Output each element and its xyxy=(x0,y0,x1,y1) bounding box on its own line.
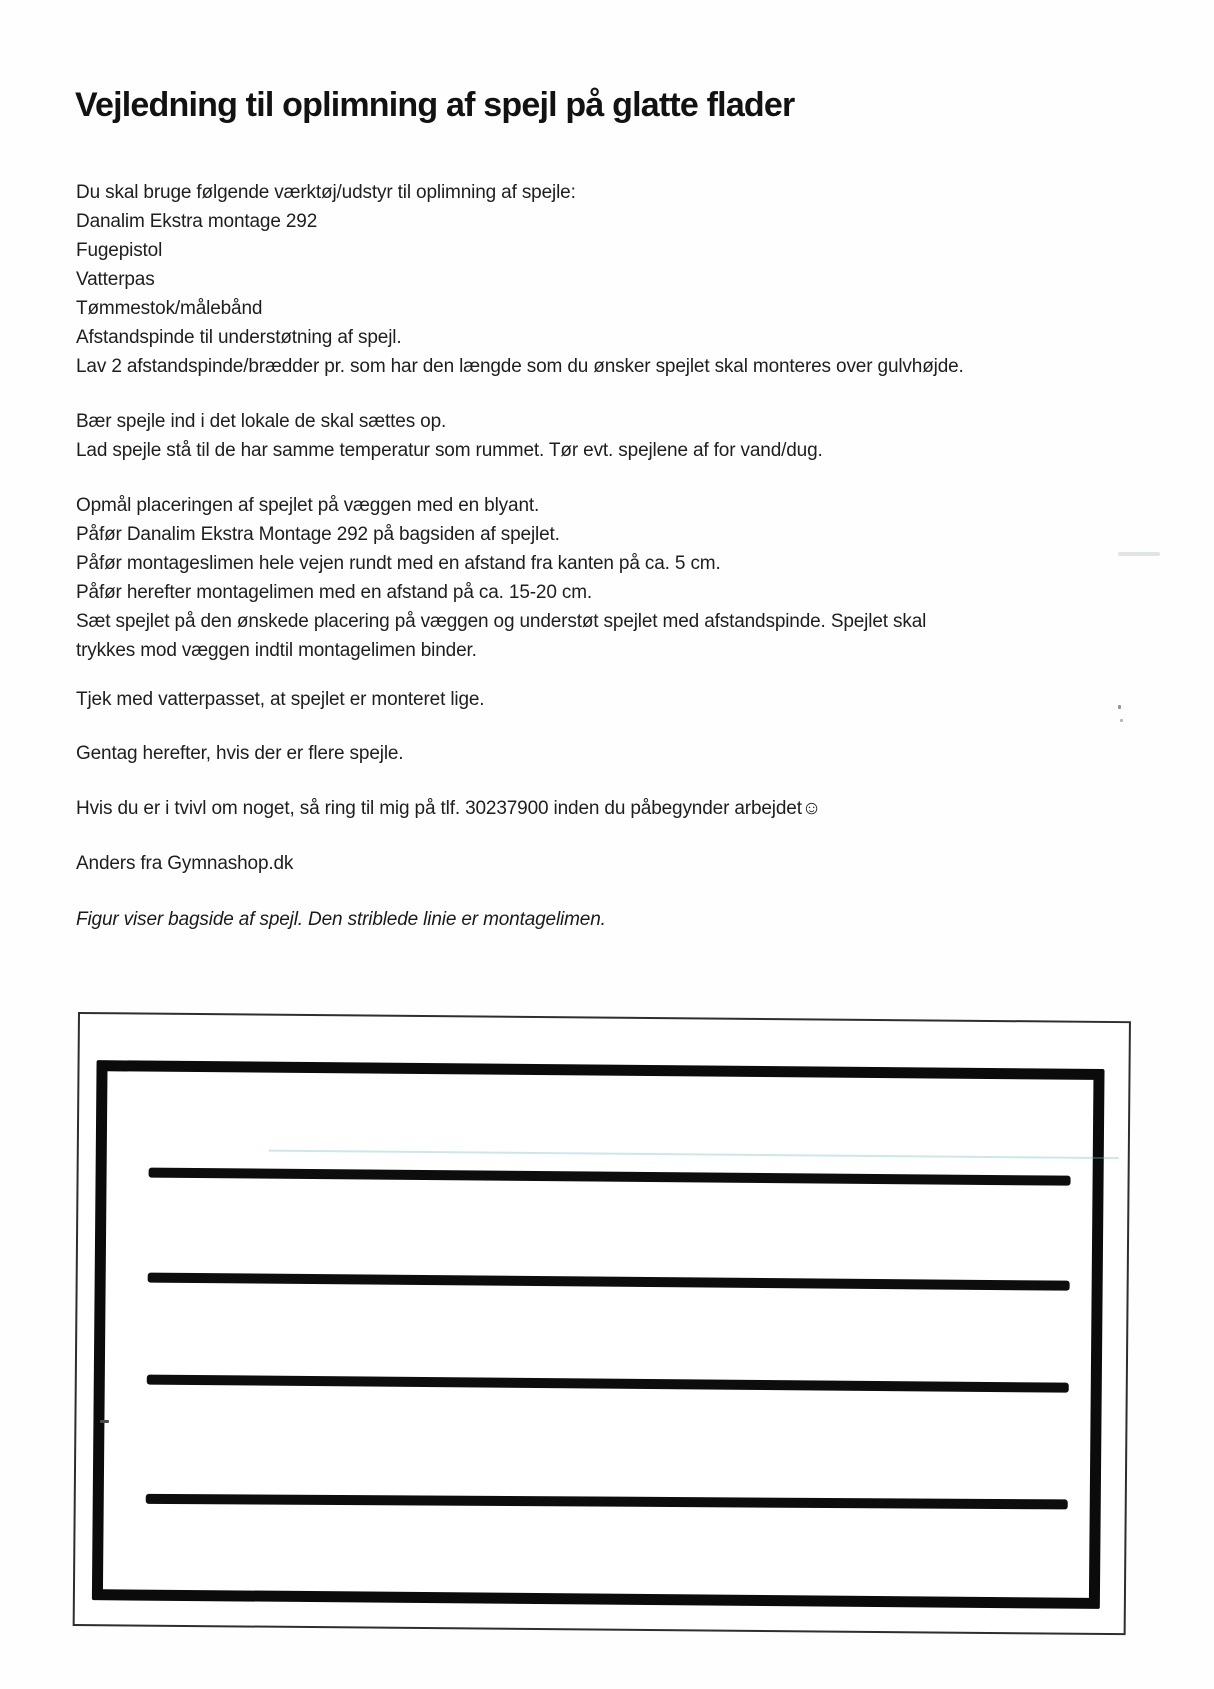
figure-caption-paragraph xyxy=(76,905,1166,934)
contact-line: Hvis du er i tvivl om noget, så ring til mig på tlf. 30237900 inden du påbegynder arbejdet☺ xyxy=(76,798,822,819)
tool-note-line: Lav 2 afstandspinde/brædder pr. som har den længde som du ønsker spejlet skal monteres over gulvhøjde. xyxy=(76,356,964,377)
steps-paragraph xyxy=(76,491,1166,665)
step-line: Påfør herefter montagelimen med en afstand på ca. 15-20 cm. xyxy=(76,582,593,603)
perimeter-glue-line xyxy=(92,1060,1105,1609)
step-line-continuation: trykkes mod væggen indtil montagelimen binder. xyxy=(76,640,477,661)
document-title: Vejledning til oplimning af spejl på glatte flader xyxy=(75,86,795,124)
check-line: Tjek med vatterpasset, at spejlet er monteret lige. xyxy=(76,689,485,710)
scan-speck-artifact xyxy=(1120,719,1123,722)
document-body xyxy=(76,178,1166,934)
contact-paragraph xyxy=(76,794,1166,823)
tool-item: Tømmestok/målebånd xyxy=(76,298,263,319)
scan-smudge-artifact xyxy=(1118,552,1160,556)
acclimatize-line: Bær spejle ind i det lokale de skal sættes op. xyxy=(76,411,447,432)
step-line: Påfør Danalim Ekstra Montage 292 på bagsiden af spejlet. xyxy=(76,524,560,545)
scan-speck-artifact xyxy=(1118,705,1121,709)
step-line: Opmål placeringen af spejlet på væggen med en blyant. xyxy=(76,495,540,516)
acclimatize-line: Lad spejle stå til de har samme temperatur som rummet. Tør evt. spejlene af for vand/dug. xyxy=(76,440,823,461)
check-paragraph xyxy=(76,685,1166,714)
mirror-back-figure xyxy=(73,1012,1131,1635)
tools-paragraph xyxy=(76,178,1166,381)
step-line: Sæt spejlet på den ønskede placering på væggen og understøt spejlet med afstandspinde. Spejlet skal xyxy=(76,611,927,632)
signature-paragraph xyxy=(76,849,1166,878)
step-line: Påfør montageslimen hele vejen rundt med en afstand fra kanten på ca. 5 cm. xyxy=(76,553,721,574)
acclimatize-paragraph xyxy=(76,407,1166,465)
tool-item: Danalim Ekstra montage 292 xyxy=(76,211,318,232)
tool-item: Fugepistol xyxy=(76,240,163,261)
tools-intro-line: Du skal bruge følgende værktøj/udstyr til oplimning af spejle: xyxy=(76,182,576,203)
tool-item: Afstandspinde til understøtning af spejl. xyxy=(76,327,402,348)
tool-item: Vatterpas xyxy=(76,269,155,290)
repeat-line: Gentag herefter, hvis der er flere spejle. xyxy=(76,743,404,764)
scan-dash-artifact xyxy=(100,1420,109,1423)
repeat-paragraph xyxy=(76,739,1166,768)
signature-line: Anders fra Gymnashop.dk xyxy=(76,853,294,874)
figure-caption: Figur viser bagside af spejl. Den striblede linie er montagelimen. xyxy=(76,909,606,930)
